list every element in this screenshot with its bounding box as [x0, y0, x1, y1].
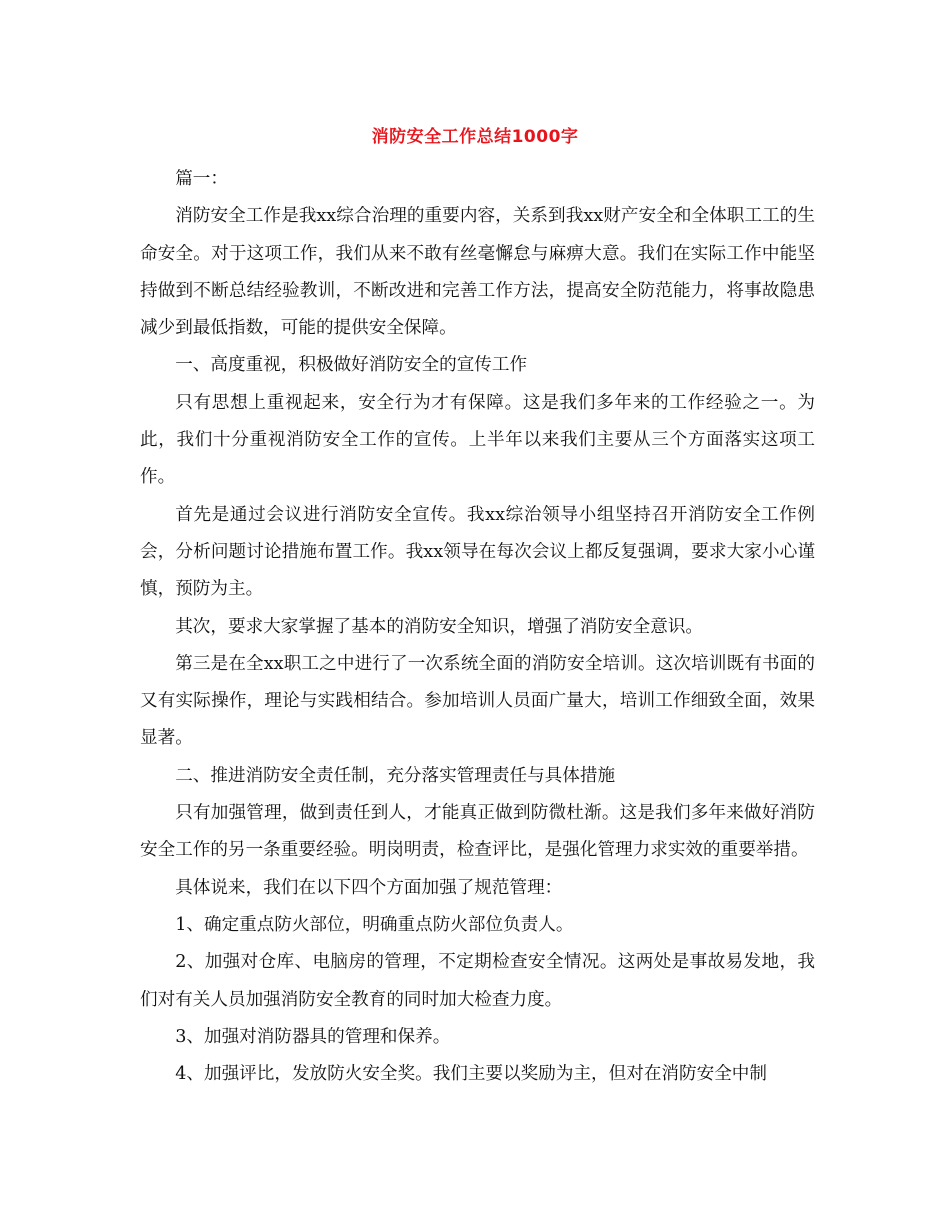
list-item: 3、加强对消防器具的管理和保养。 [175, 1026, 451, 1047]
list-item: 2、加强对仓库、电脑房的管理，不定期检查安全情况。这两处是事故易发地，我们对有关人员加强消防安全教育的同时加大检查力度。 [140, 952, 815, 1010]
paragraph: 第三是在全xx职工之中进行了一次系统全面的消防安全培训。这次培训既有书面的又有实际操作，理论与实践相结合。参加培训人员面广量大，培训工作细致全面，效果显著。 [140, 653, 815, 749]
paragraph: 只有思想上重视起来，安全行为才有保障。这是我们多年来的工作经验之一。为此，我们十分重视消防安全工作的宣传。上半年以来我们主要从三个方面落实这项工作。 [140, 392, 815, 488]
section-heading: 一、高度重视，积极做好消防安全的宣传工作 [175, 355, 528, 376]
document-title: 消防安全工作总结1000字 [371, 127, 579, 147]
list-item: 1、确定重点防火部位，明确重点防火部位负责人。 [175, 914, 574, 935]
paragraph: 只有加强管理，做到责任到人，才能真正做到防微杜渐。这是我们多年来做好消防安全工作的另一条重要经验。明岗明责，检查评比，是强化管理力求实效的重要举措。 [140, 803, 815, 861]
section-heading: 二、推进消防安全责任制，充分落实管理责任与具体措施 [175, 765, 616, 786]
document-body [140, 161, 815, 1093]
section-label: 篇一： [175, 169, 228, 189]
list-item: 4、加强评比，发放防火安全奖。我们主要以奖励为主，但对在消防安全中制 [175, 1064, 767, 1085]
paragraph: 具体说来，我们在以下四个方面加强了规范管理： [175, 877, 563, 898]
paragraph: 其次，要求大家掌握了基本的消防安全知识，增强了消防安全意识。 [175, 616, 704, 637]
paragraph: 消防安全工作是我xx综合治理的重要内容，关系到我xx财产安全和全体职工工的生命安全。对于这项工作，我们从来不敢有丝毫懈怠与麻痹大意。我们在实际工作中能坚持做到不断总结经验教训，不断改进和完善工作方法，提高安全防范能力，将事故隐患减少到最低指数，可能的提供安全保障。 [140, 206, 815, 339]
paragraph: 首先是通过会议进行消防安全宣传。我xx综治领导小组坚持召开消防安全工作例会，分析问题讨论措施布置工作。我xx领导在每次会议上都反复强调，要求大家小心谨慎，预防为主。 [140, 504, 815, 600]
